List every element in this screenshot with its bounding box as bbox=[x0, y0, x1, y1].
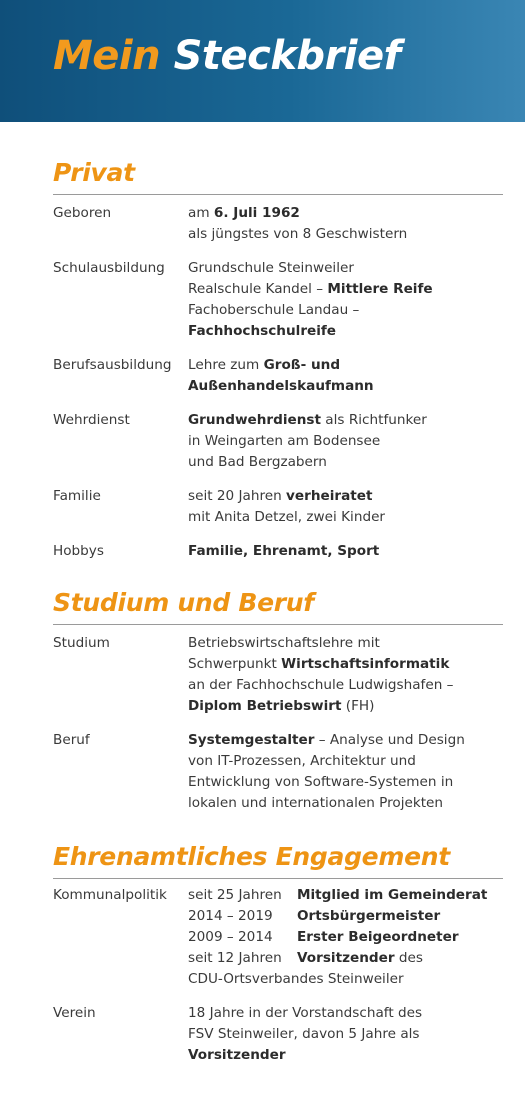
value-text-bold: Mittlere Reife bbox=[327, 281, 433, 297]
kommunal-role-title: Ortsbürgermeister bbox=[297, 908, 441, 924]
info-value bbox=[188, 203, 505, 245]
value-text-bold: Wirtschaftsinformatik bbox=[281, 656, 450, 672]
value-text: seit 20 Jahren bbox=[188, 488, 287, 504]
kommunal-role bbox=[297, 927, 459, 948]
kommunal-item bbox=[188, 906, 505, 927]
kommunal-role-title: Erster Beigeordneter bbox=[297, 929, 459, 945]
info-value bbox=[188, 355, 505, 397]
value-text: – Analyse und Design bbox=[314, 732, 465, 748]
kommunal-period: 2014 – 2019 bbox=[188, 908, 273, 924]
kommunal-item bbox=[188, 927, 505, 948]
value-text: FSV Steinweiler, davon 5 Jahre als bbox=[188, 1026, 420, 1042]
info-label: Verein bbox=[53, 1005, 96, 1021]
value-line bbox=[188, 1024, 505, 1045]
info-row bbox=[53, 355, 505, 397]
kommunal-item bbox=[188, 948, 505, 969]
value-text-bold: Grundwehrdienst bbox=[188, 412, 321, 428]
kommunal-item bbox=[188, 885, 505, 906]
section-ehrenamt bbox=[53, 885, 505, 1066]
page-header bbox=[0, 0, 525, 122]
value-text: als jüngstes von 8 Geschwistern bbox=[188, 226, 408, 242]
info-label: Schulausbildung bbox=[53, 260, 165, 276]
info-value bbox=[188, 730, 505, 814]
value-text-bold: Systemgestalter bbox=[188, 732, 315, 748]
info-value bbox=[188, 486, 505, 528]
info-value bbox=[188, 410, 505, 473]
info-row bbox=[53, 486, 505, 528]
value-text-bold: Diplom Betriebswirt bbox=[188, 698, 342, 714]
value-line bbox=[188, 300, 505, 321]
value-line bbox=[188, 355, 505, 376]
kommunal-role bbox=[297, 906, 440, 927]
value-text-bold: Groß- und bbox=[263, 357, 341, 373]
value-line bbox=[188, 486, 505, 507]
value-line bbox=[188, 541, 505, 562]
title-part-mein: Mein bbox=[53, 33, 161, 79]
value-line bbox=[188, 730, 505, 751]
kommunal-role-title: Vorsitzender bbox=[297, 950, 395, 966]
value-line bbox=[188, 696, 505, 717]
page-title bbox=[53, 34, 401, 78]
value-text: lokalen und internationalen Projekten bbox=[188, 795, 444, 811]
value-text-bold: Fachhochschulreife bbox=[188, 323, 337, 339]
info-value bbox=[188, 885, 505, 990]
value-line bbox=[188, 1003, 505, 1024]
value-line bbox=[188, 1045, 505, 1066]
kommunal-period: seit 25 Jahren bbox=[188, 887, 282, 903]
value-line bbox=[188, 507, 505, 528]
info-label: Familie bbox=[53, 488, 101, 504]
value-line bbox=[188, 224, 505, 245]
value-text: an der Fachhochschule Ludwigshafen – bbox=[188, 677, 454, 693]
info-label: Hobbys bbox=[53, 543, 104, 559]
value-text-bold: 6. Juli 1962 bbox=[213, 205, 300, 221]
value-text: von IT-Prozessen, Architektur und bbox=[188, 753, 416, 769]
info-value bbox=[188, 258, 505, 342]
value-text-bold: verheiratet bbox=[286, 488, 373, 504]
value-line bbox=[188, 452, 505, 473]
info-row bbox=[53, 885, 505, 990]
info-row bbox=[53, 258, 505, 342]
kommunal-period: 2009 – 2014 bbox=[188, 929, 273, 945]
value-text-bold: Vorsitzender bbox=[188, 1047, 286, 1063]
info-row bbox=[53, 730, 505, 814]
value-line bbox=[188, 751, 505, 772]
value-line bbox=[188, 675, 505, 696]
value-text: Entwicklung von Software-Systemen in bbox=[188, 774, 454, 790]
info-row bbox=[53, 203, 505, 245]
section-divider bbox=[53, 194, 503, 195]
value-text: Schwerpunkt bbox=[188, 656, 282, 672]
info-label: Geboren bbox=[53, 205, 112, 221]
info-row bbox=[53, 1003, 505, 1066]
value-text-bold: Außenhandelskaufmann bbox=[188, 378, 374, 394]
value-line bbox=[188, 376, 505, 397]
kommunal-role bbox=[297, 948, 423, 969]
info-row bbox=[53, 410, 505, 473]
info-row bbox=[53, 541, 505, 562]
info-label: Beruf bbox=[53, 732, 90, 748]
kommunal-tail: CDU-Ortsverbandes Steinweiler bbox=[188, 971, 404, 987]
value-text: Grundschule Steinweiler bbox=[188, 260, 354, 276]
section-divider bbox=[53, 624, 503, 625]
info-value bbox=[188, 541, 505, 562]
value-line bbox=[188, 410, 505, 431]
section-title-privat: Privat bbox=[53, 158, 135, 187]
kommunal-role-rest: des bbox=[394, 950, 423, 966]
info-label: Berufsausbildung bbox=[53, 357, 172, 373]
info-row bbox=[53, 633, 505, 717]
value-text: Realschule Kandel – bbox=[188, 281, 328, 297]
value-text: (FH) bbox=[341, 698, 375, 714]
info-value bbox=[188, 633, 505, 717]
kommunal-role-title: Mitglied im Gemeinderat bbox=[297, 887, 488, 903]
value-text: als Richtfunker bbox=[320, 412, 427, 428]
value-line bbox=[188, 258, 505, 279]
value-text: mit Anita Detzel, zwei Kinder bbox=[188, 509, 386, 525]
value-line bbox=[188, 431, 505, 452]
value-text: Betriebswirtschaftslehre mit bbox=[188, 635, 380, 651]
value-text: Lehre zum bbox=[188, 357, 264, 373]
value-line bbox=[188, 654, 505, 675]
value-line bbox=[188, 203, 505, 224]
kommunal-period: seit 12 Jahren bbox=[188, 950, 282, 966]
kommunal-role bbox=[297, 885, 487, 906]
section-title-studium: Studium und Beruf bbox=[53, 588, 314, 617]
value-text-bold: Familie, Ehrenamt, Sport bbox=[188, 543, 380, 559]
info-label: Wehrdienst bbox=[53, 412, 130, 428]
value-line bbox=[188, 321, 505, 342]
profile-content bbox=[0, 158, 525, 1066]
info-value bbox=[188, 1003, 505, 1066]
value-line bbox=[188, 279, 505, 300]
value-text: Fachoberschule Landau – bbox=[188, 302, 360, 318]
value-text: und Bad Bergzabern bbox=[188, 454, 327, 470]
section-privat bbox=[53, 203, 505, 562]
section-divider bbox=[53, 878, 503, 879]
title-part-steckbrief: Steckbrief bbox=[173, 33, 401, 79]
value-text: in Weingarten am Bodensee bbox=[188, 433, 381, 449]
value-text: 18 Jahre in der Vorstandschaft des bbox=[188, 1005, 423, 1021]
info-label: Kommunalpolitik bbox=[53, 887, 167, 903]
value-text: am bbox=[188, 205, 214, 221]
section-title-ehrenamt: Ehrenamtliches Engagement bbox=[53, 842, 450, 871]
section-studium bbox=[53, 633, 505, 814]
value-line bbox=[188, 772, 505, 793]
info-label: Studium bbox=[53, 635, 110, 651]
value-line bbox=[188, 793, 505, 814]
value-line bbox=[188, 633, 505, 654]
